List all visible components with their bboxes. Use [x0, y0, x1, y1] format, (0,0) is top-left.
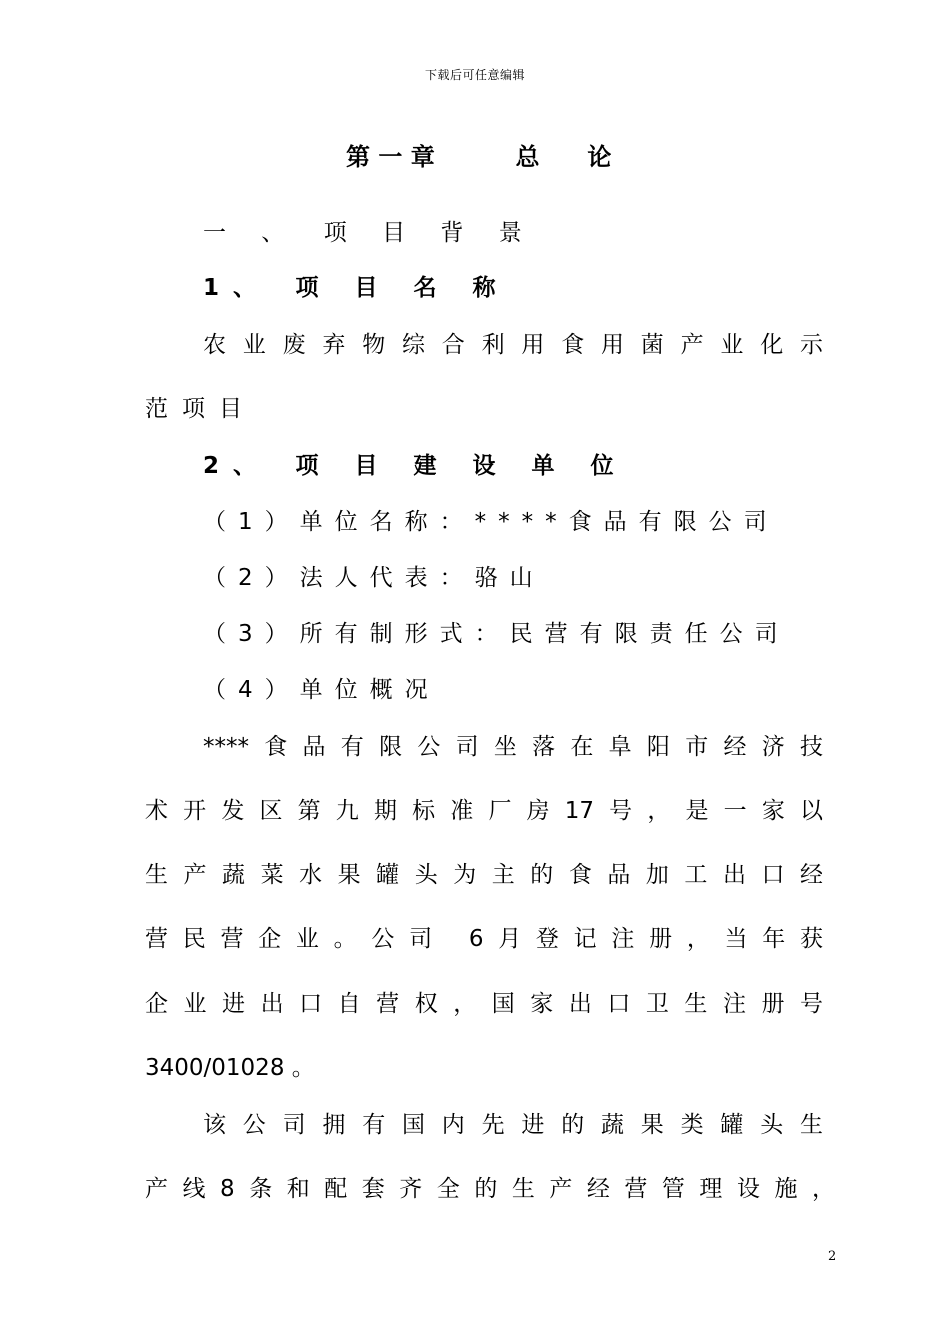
- page-header: 下载后可任意编辑: [424, 68, 525, 82]
- overview-line-2: 术开发区第九期标准厂房17号，是一家以: [145, 798, 823, 824]
- facilities-line-2: 产线8条和配套齐全的生产经营管理设施，: [145, 1176, 835, 1202]
- item-heading-project-name: 1、 项 目 名 称: [203, 275, 510, 301]
- overview-line-4: 营民营企业。公司 6月登记注册，当年获: [145, 926, 823, 952]
- legal-representative-item: （2）法人代表：骆山: [203, 565, 545, 591]
- unit-name-item: （1）单位名称：****食品有限公司: [203, 509, 779, 535]
- overview-line-3: 生产蔬菜水果罐头为主的食品加工出口经: [145, 862, 823, 888]
- overview-line-5: 企业进出口自营权，国家出口卫生注册号: [145, 991, 823, 1017]
- chapter-title: [346, 142, 611, 172]
- project-name-line-2: 范项目: [145, 396, 256, 422]
- unit-overview-item: （4）单位概况: [203, 677, 440, 703]
- page-number: 2: [828, 1249, 837, 1264]
- ownership-form-item: （3）所有制形式：民营有限责任公司: [203, 621, 790, 647]
- chapter-number: 第 一 章: [346, 143, 435, 171]
- section-heading-background: 一 、 项 目 背 景: [203, 220, 536, 246]
- overview-line-6: 3400/01028 。: [145, 1055, 315, 1081]
- chapter-name: 总 论: [515, 143, 612, 171]
- overview-line-1: ****食品有限公司坐落在阜阳市经济技: [203, 734, 823, 760]
- item-heading-construction-unit: 2、 项 目 建 设 单 位: [203, 453, 628, 479]
- facilities-line-1: 该公司拥有国内先进的蔬果类罐头生: [203, 1112, 823, 1138]
- project-name-line-1: 农业废弃物综合利用食用菌产业化示: [203, 332, 823, 358]
